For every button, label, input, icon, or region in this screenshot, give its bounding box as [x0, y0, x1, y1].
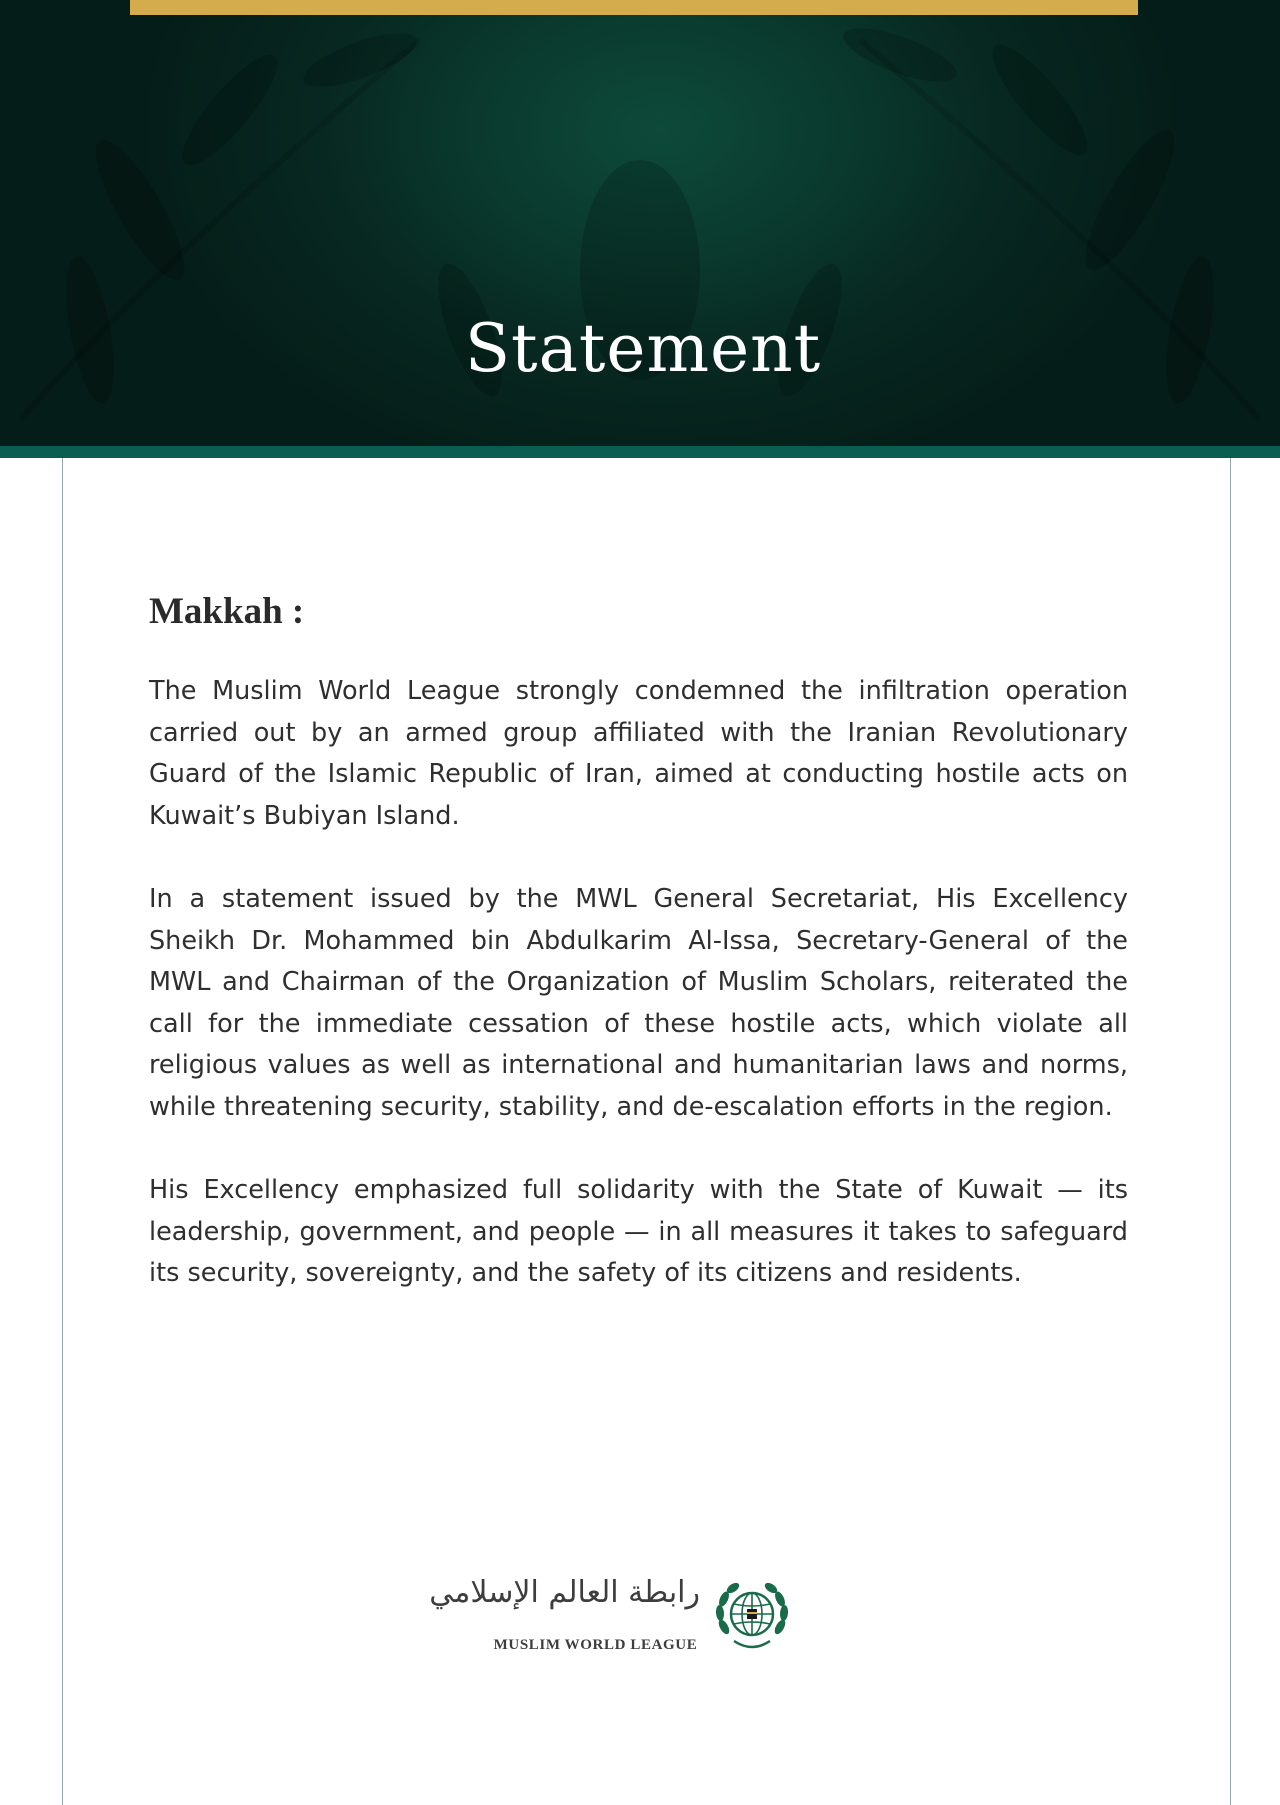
page-title: Statement	[464, 310, 822, 387]
globe-laurel-emblem-icon	[712, 1575, 792, 1655]
frame-line-right	[1230, 458, 1231, 1805]
paragraph-3: His Excellency emphasized full solidarity with the State of Kuwait — its leadership, government, and people — in all measures it takes to safeguard its security, sovereignty, and the safety of its citizens and residents.	[149, 1175, 1128, 1288]
paragraph-1: The Muslim World League strongly condemned the infiltration operation carried out by an armed group affiliated with the Iranian Revolutionary Guard of the Islamic Republic of Iran, aimed at conducting hostile acts on Kuwait’s Bubiyan Island.	[149, 676, 1128, 831]
paragraph-2: In a statement issued by the MWL General Secretariat, His Excellency Sheikh Dr. Mohammed bin Abdulkarim Al-Issa, Secretary-General of the MWL and Chairman of the Organization of Muslim Scholars, reiterated the call for the immediate cessation of these hostile acts, which violate all religious values as well as international and humanitarian laws and norms, while threatening security, stability, and de-escalation efforts in the region.	[149, 884, 1128, 1122]
logo-arabic-text: رابطة العالم الإسلامي	[429, 1575, 700, 1610]
statement-body	[149, 590, 1128, 1337]
dateline: Makkah :	[149, 591, 305, 632]
header-banner	[0, 0, 1280, 446]
gold-accent-bar	[130, 0, 1138, 15]
frame-line-left	[62, 458, 63, 1805]
logo-english-text: MUSLIM WORLD LEAGUE	[493, 1637, 698, 1653]
mwl-logo	[429, 1575, 793, 1660]
header-bottom-strip	[0, 446, 1280, 458]
